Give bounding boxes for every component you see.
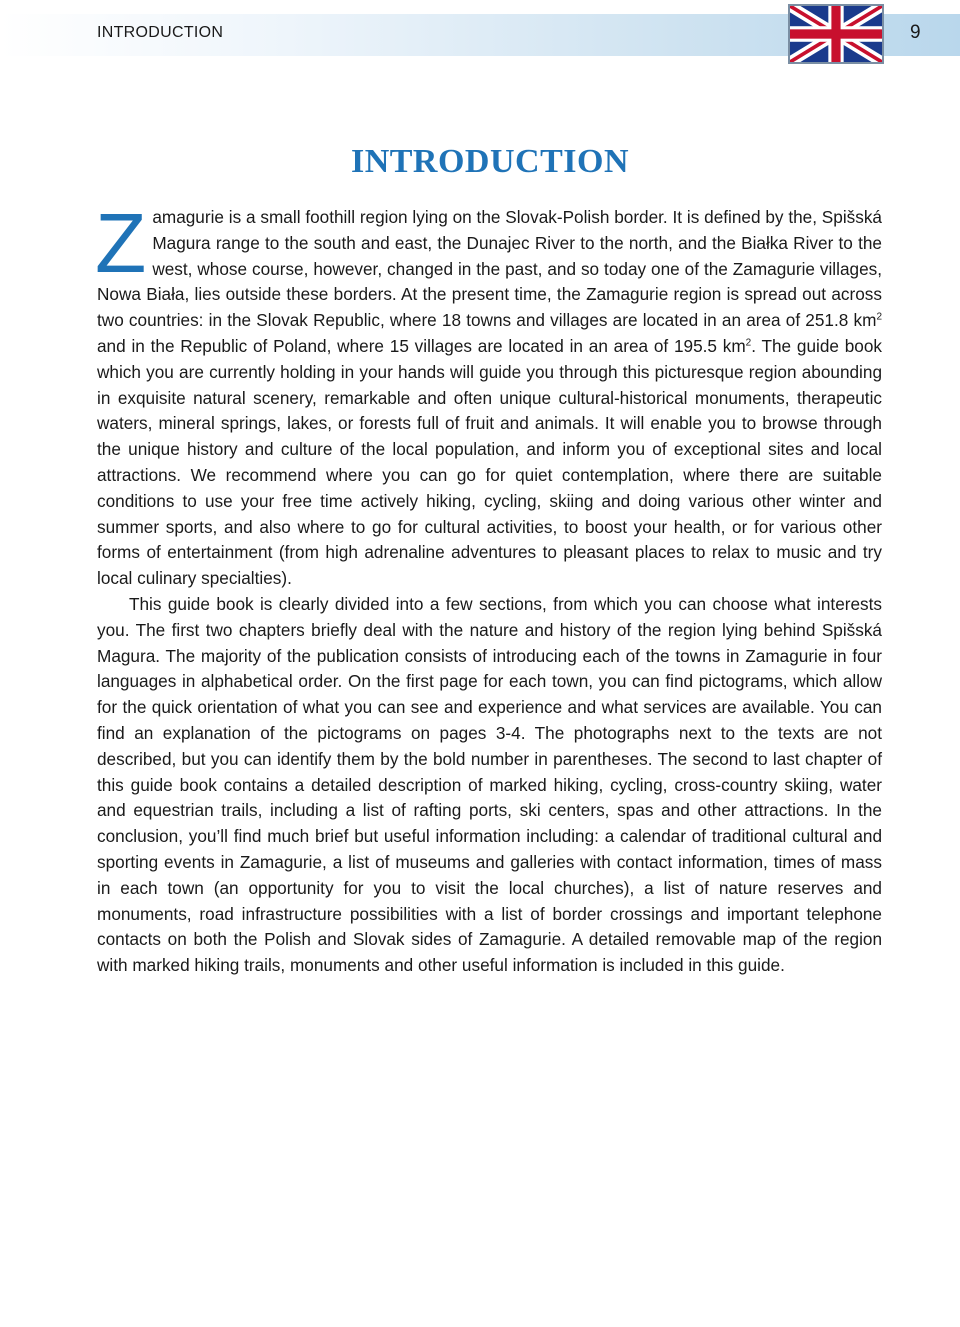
page-number: 9 — [910, 22, 921, 43]
paragraph-intro-part2: and in the Republic of Poland, where 15 villages are located in an area of 195.5 km — [97, 335, 746, 356]
paragraph-structure: This guide book is clearly divided into a few sections, from which you can choose what interests you. The first two chapters briefly deal with the nature and history of the region lying behind Spišská Magura. The majority of the publication consists of introducing each of the towns in Zamagurie in four languages in alphabetical order. On the first page for each town, you can find pictograms, which allow for the quick orientation of what you can see and experience and what services are available. You can find an explanation of the pictograms on pages 3-4. The photographs next to the texts are not described, but you can identify them by the bold number in parentheses. The second to last chapter of this guide book contains a detailed description of marked hiking, cycling, cross-country skiing, water and equestrian trails, including a list of rafting ports, ski centers, spas and other attractions. In the conclusion, you’ll find much brief but useful information including: a calendar of traditional cultural and sporting events in Zamagurie, a list of museums and galleries with contact information, times of mass in each town (an opportunity for you to visit the local churches), a list of nature reserves and monuments, road infrastructure possibilities with a list of border crossings and important telephone contacts on both the Polish and Slovak sides of Zamagurie. A detailed removable map of the region with marked hiking trails, monuments and other useful information is included in this guide. — [97, 593, 882, 976]
drop-cap: Z — [95, 196, 147, 290]
paragraph-intro — [95, 196, 882, 592]
paragraph-intro-part3: . The guide book which you are currently holding in your hands will guide you through this picturesque region abounding in exquisite natural scenery, remarkable and often unique cultural-historical monuments, therapeutic waters, mineral springs, lakes, or forests full of fruit and animals. It will enable you to browse through the unique history and culture of the local population, and inform you of exceptional sites and local attractions. We recommend where you can go for quiet contemplation, where there are suitable conditions to use your free time actively hiking, cycling, skiing and doing various other winter and summer sports, and also where to go for cultural activities, to boost your health, or for various other forms of entertainment (from high adrenaline adventures to pleasant places to relax to music and try local culinary specialties). — [97, 335, 882, 589]
body-text — [95, 196, 882, 979]
running-header-title: INTRODUCTION — [97, 24, 224, 41]
superscript: 2 — [876, 311, 882, 323]
superscript: 2 — [745, 337, 752, 349]
page-title: INTRODUCTION — [350, 143, 630, 180]
united-kingdom-flag-icon — [788, 4, 884, 64]
paragraph-intro-part1: amagurie is a small foothill region lying on the Slovak-Polish border. It is defined by the, Spišská Magura range to the south and east, the Dunajec River to the north, and the Białka River to the west, whose course, however, changed in the past, and so today one of the Zamagurie villages, Nowa Biała, lies outside these borders. At the present time, the Zamagurie region is spread out across two countries: in the Slovak Republic, where 18 towns and villages are located in an area of 251.8 km — [97, 207, 882, 331]
